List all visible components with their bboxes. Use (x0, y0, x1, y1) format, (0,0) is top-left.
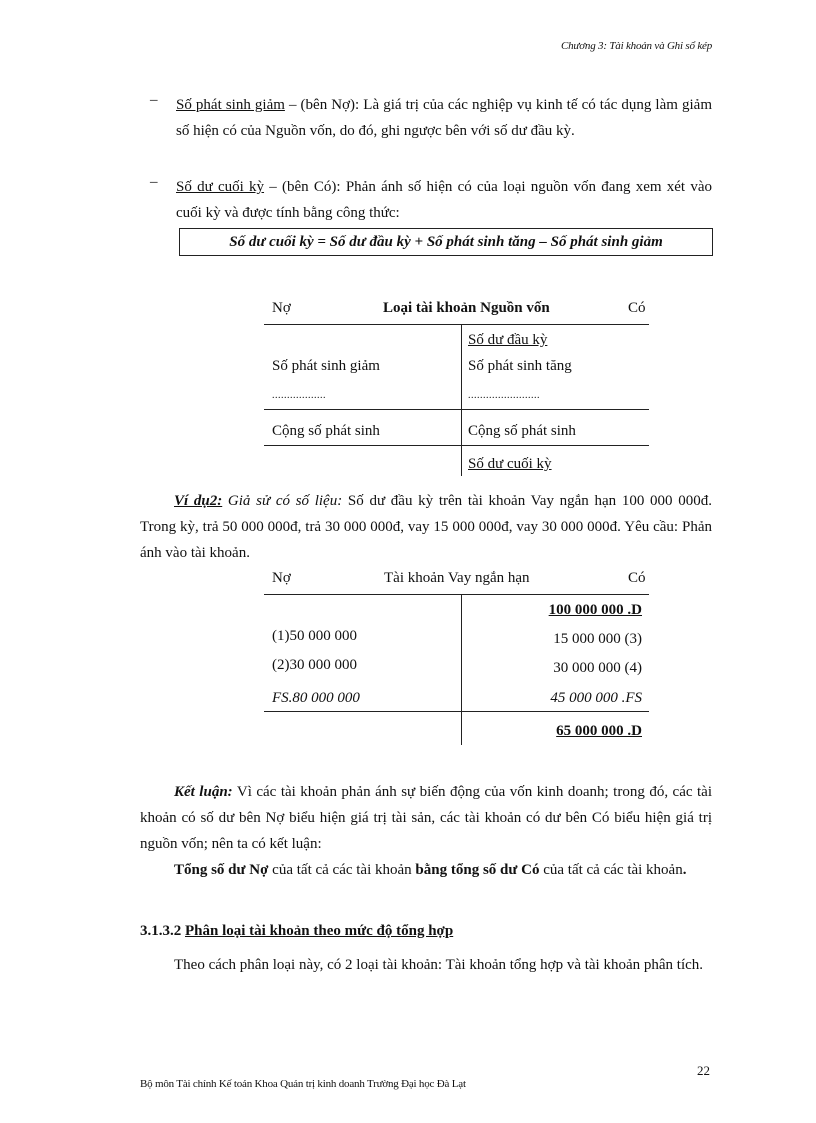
formula-box: Số dư cuối kỳ = Số dư đầu kỳ + Số phát sinh tăng – Số phát sinh giảm (179, 228, 713, 256)
t-account-top-rule (264, 324, 649, 325)
section-paragraph: Theo cách phân loại này, có 2 loại tài khoản: Tài khoản tổng hợp và tài khoản phân tích. (174, 957, 704, 973)
page-footer: Bộ môn Tài chính Kế toán Khoa Quản trị kinh doanh Trường Đại học Đà Lạt (140, 1078, 466, 1090)
debit-header: Nợ (272, 300, 291, 316)
summary-bold-1: Tổng số dư Nợ (174, 862, 269, 878)
bullet-text: – (bên Nợ): Là giá trị của các nghiệp vụ kinh tế có tác dụng làm giảm số hiện có của Nguồn vốn, do đó, ghi ngược bên với số dư đầu kỳ. (176, 97, 712, 139)
conclusion-label: Kết luận: (174, 784, 233, 800)
example-assume: Giả sử có số liệu: (227, 493, 343, 509)
closing-balance-value: 65 000 000 .D (556, 723, 642, 739)
debit-turnover: FS.80 000 000 (272, 690, 360, 706)
section-title: Phân loại tài khoản theo mức độ tổng hợp (185, 923, 454, 939)
t-account-title: Loại tài khoản Nguồn vốn (383, 300, 550, 316)
opening-balance-label: Số dư đầu kỳ (468, 332, 548, 348)
summary-text-1: của tất cả các tài khoản (268, 862, 416, 878)
section-heading (140, 918, 712, 944)
page-number: 22 (697, 1063, 710, 1078)
bullet-text: – (bên Có): Phản ánh số hiện có của loại nguồn vốn đang xem xét vào cuối kỳ và được tính bằng công thức: (176, 179, 712, 221)
left-dots: .................. (272, 390, 326, 401)
conclusion-paragraph (140, 779, 712, 857)
bullet-marker: – (150, 174, 158, 190)
debit-entry-1: (1)50 000 000 (272, 628, 357, 644)
summary-paragraph (140, 857, 712, 883)
credit-entry-1: 15 000 000 (3) (553, 631, 642, 647)
t-account-title: Tài khoản Vay ngắn hạn (384, 570, 530, 586)
t-account-balance-rule (264, 711, 649, 712)
t-account-top-rule (264, 594, 649, 595)
decrease-label: Số phát sinh giảm (272, 358, 380, 374)
bullet-item (176, 174, 712, 226)
conclusion-text: Vì các tài khoản phản ánh sự biến động của vốn kinh doanh; trong đó, các tài khoản có số dư bên Nợ biểu hiện giá trị tài sản, các tài khoản có dư bên Có biểu hiện giá trị nguồn vốn; nên ta có kết luận: (140, 784, 712, 852)
credit-entry-2: 30 000 000 (4) (553, 660, 642, 676)
right-total-label: Cộng số phát sinh (468, 423, 576, 439)
bullet-marker: – (150, 92, 158, 108)
debit-entry-2: (2)30 000 000 (272, 657, 357, 673)
example-paragraph (140, 488, 712, 566)
summary-bold-2: bằng tổng số dư Có (415, 862, 540, 878)
summary-end: . (682, 862, 687, 878)
example-text: Số dư đầu kỳ trên tài khoản Vay ngắn hạn 100 000 000đ. Trong kỳ, trả 50 000 000đ, trả 30 000 000đ, vay 15 000 000đ, vay 30 000 000đ. Yêu cầu: Phản ánh vào tài khoản. (140, 493, 712, 561)
summary-text-2: của tất cả các tài khoản (539, 862, 683, 878)
left-total-label: Cộng số phát sinh (272, 423, 380, 439)
t-account-divider (461, 325, 462, 476)
closing-balance-label: Số dư cuối kỳ (468, 456, 552, 472)
credit-header: Có (628, 570, 646, 586)
bullet-term: Số phát sinh giảm (176, 97, 285, 113)
example-label: Ví dụ2: (174, 493, 223, 509)
credit-turnover: 45 000 000 .FS (550, 690, 642, 706)
running-header: Chương 3: Tài khoản và Ghi sổ kép (560, 40, 712, 52)
t-account-balance-rule (264, 445, 649, 446)
bullet-item (176, 92, 712, 144)
opening-balance-value: 100 000 000 .D (548, 602, 642, 618)
t-account-total-rule (264, 409, 649, 410)
section-number: 3.1.3.2 (140, 923, 182, 939)
credit-header: Có (628, 300, 646, 316)
t-account-divider (461, 595, 462, 745)
debit-header: Nợ (272, 570, 291, 586)
increase-label: Số phát sinh tăng (468, 358, 572, 374)
bullet-term: Số dư cuối kỳ (176, 179, 265, 195)
right-dots: ........................ (468, 390, 540, 401)
